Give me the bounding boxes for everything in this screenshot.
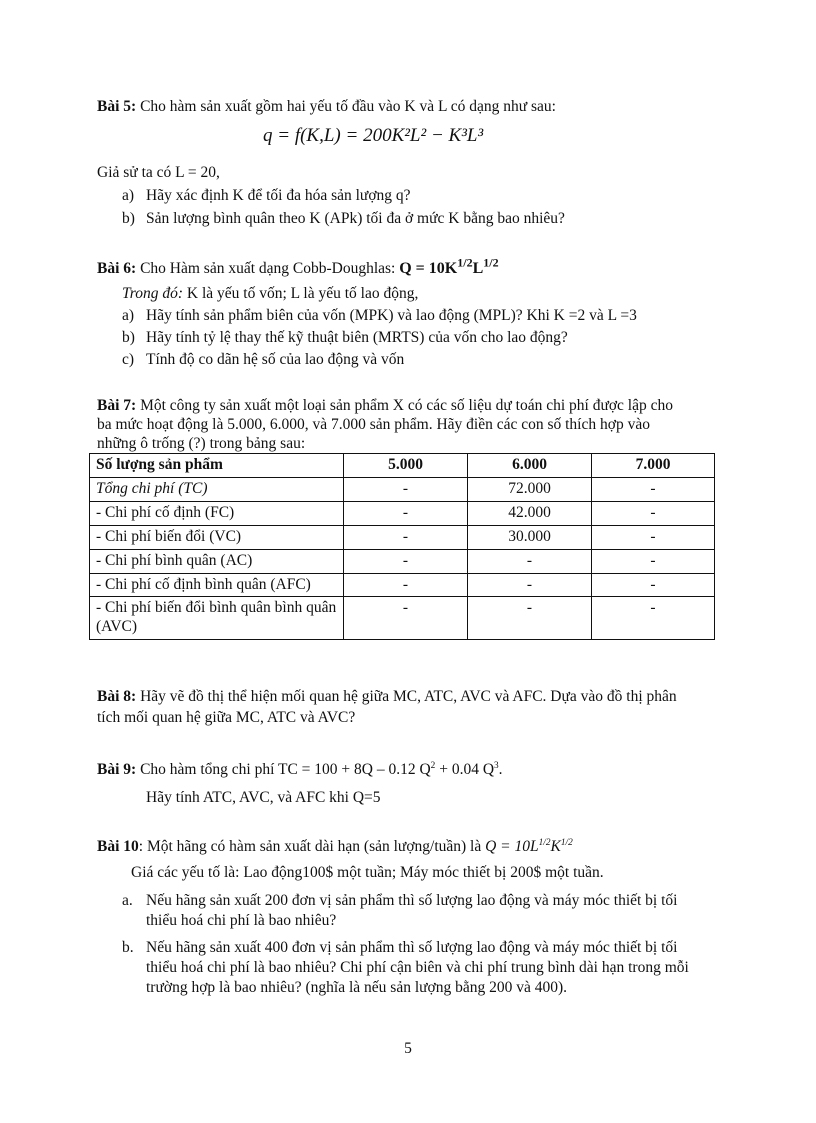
bai9-line1 — [97, 760, 503, 779]
bai9-sup1: 2 — [430, 760, 436, 771]
bai10-item-a-line2: thiểu hoá chi phí là bao nhiêu? — [146, 912, 337, 929]
table-cell: - — [344, 501, 468, 525]
bai6-trong-do-text: K là yếu tố vốn; L là yếu tố lao động, — [183, 285, 419, 302]
bai6-item-c-mark: c) — [122, 351, 135, 368]
bai7-label: Bài 7: — [97, 397, 137, 414]
table-cell: - — [344, 477, 468, 501]
bai10-exp1: 1/2 — [538, 837, 551, 848]
bai5-assumption: Giả sử ta có L = 20, — [97, 164, 220, 181]
bai5-intro: Cho hàm sản xuất gồm hai yếu tố đầu vào K và L có dạng như sau: — [136, 98, 556, 115]
table-cell-label: - Chi phí biến đổi (VC) — [90, 525, 344, 549]
table-cell-label: - Chi phí cố định (FC) — [90, 501, 344, 525]
table-cell: - — [344, 597, 468, 640]
cost-table-header: Số lượng sản phẩm — [90, 454, 344, 478]
cost-table-header: 6.000 — [468, 454, 592, 478]
table-cell: - — [468, 573, 592, 597]
table-cell-label: - Chi phí biến đổi bình quân bình quân (AVC) — [90, 597, 344, 640]
bai5-item-a: Hãy xác định K để tối đa hóa sản lượng q? — [146, 187, 411, 204]
cost-table-header: 7.000 — [592, 454, 715, 478]
bai6-formula-prefix: Q = 10K — [399, 260, 458, 277]
bai7-line2: ba mức hoạt động là 5.000, 6.000, và 7.000 sản phẩm. Hãy điền các con số thích hợp vào — [97, 416, 650, 433]
table-cell: - — [592, 525, 715, 549]
bai5-heading — [97, 97, 556, 116]
table-cell: - — [592, 477, 715, 501]
table-row — [90, 597, 715, 640]
table-cell: - — [468, 597, 592, 640]
bai6-heading — [97, 255, 499, 279]
cost-table — [89, 453, 715, 640]
bai8-line1 — [97, 687, 677, 706]
table-cell: - — [344, 525, 468, 549]
bai10-formula-a: Q = 10L — [485, 838, 539, 855]
bai10-heading — [97, 837, 573, 856]
table-cell-label: Tổng chi phí (TC) — [90, 477, 344, 501]
table-row — [90, 501, 715, 525]
table-cell: - — [468, 549, 592, 573]
table-row — [90, 573, 715, 597]
bai6-intro: Cho Hàm sản xuất dạng Cobb-Doughlas: — [136, 260, 400, 277]
bai6-item-a-mark: a) — [122, 307, 135, 324]
table-cell: - — [344, 573, 468, 597]
bai10-item-b-line2: thiểu hoá chi phí là bao nhiêu? Chi phí cận biên và chi phí trung bình dài hạn trong mỗi — [146, 959, 689, 976]
bai6-label: Bài 6: — [97, 260, 137, 277]
bai5-formula: q = f(K,L) = 200K²L² − K³L³ — [263, 125, 484, 146]
table-cell: 72.000 — [468, 477, 592, 501]
bai10-label: Bài 10 — [97, 838, 139, 855]
bai10-formula — [485, 838, 573, 855]
bai6-item-b-mark: b) — [122, 329, 135, 346]
bai9-text-b: + 0.04 Q — [435, 761, 495, 778]
bai7-line1-text: Một công ty sản xuất một loại sản phẩm X có các số liệu dự toán chi phí được lập cho — [136, 397, 673, 414]
bai6-trong-do-label: Trong đó: — [122, 285, 184, 302]
table-row — [90, 525, 715, 549]
bai8-line1-text: Hãy vẽ đồ thị thể hiện mối quan hệ giữa MC, ATC, AVC và AFC. Dựa vào đồ thị phân — [136, 688, 677, 705]
table-cell: - — [592, 597, 715, 640]
bai6-formula-mid: L — [472, 260, 484, 277]
bai6-formula-exp1: 1/2 — [457, 255, 473, 270]
table-cell: - — [592, 573, 715, 597]
bai6-trong-do — [122, 284, 418, 303]
bai9-label: Bài 9: — [97, 761, 137, 778]
table-cell-label: - Chi phí cố định bình quân (AFC) — [90, 573, 344, 597]
bai10-prices: Giá các yếu tố là: Lao động100$ một tuần; Máy móc thiết bị 200$ một tuần. — [131, 864, 604, 881]
bai5-item-b-mark: b) — [122, 210, 135, 227]
bai5-item-a-mark: a) — [122, 187, 135, 204]
bai5-label: Bài 5: — [97, 98, 137, 115]
table-cell-label: - Chi phí bình quân (AC) — [90, 549, 344, 573]
bai9-text-c: . — [498, 761, 503, 778]
bai6-item-c: Tính độ co dãn hệ số của lao động và vốn — [146, 351, 405, 368]
bai7-line3: những ô trống (?) trong bảng sau: — [97, 435, 306, 452]
bai8-label: Bài 8: — [97, 688, 137, 705]
bai5-item-b: Sản lượng bình quân theo K (APk) tối đa ở mức K bằng bao nhiêu? — [146, 210, 565, 227]
bai9-sup2: 3 — [494, 760, 499, 771]
table-cell: 42.000 — [468, 501, 592, 525]
table-cell: - — [592, 501, 715, 525]
table-cell: 30.000 — [468, 525, 592, 549]
bai9-line2: Hãy tính ATC, AVC, và AFC khi Q=5 — [146, 789, 381, 806]
bai6-formula — [399, 255, 499, 277]
table-cell: - — [344, 549, 468, 573]
cost-table-header-row — [90, 454, 715, 478]
bai10-item-b-line3: trường hợp là bao nhiêu? (nghĩa là nếu sản lượng bằng 200 và 400). — [146, 979, 568, 996]
bai10-item-a-line1: Nếu hãng sản xuất 200 đơn vị sản phẩm thì số lượng lao động và máy móc thiết bị tối — [146, 892, 678, 909]
bai9-text-a: Cho hàm tổng chi phí TC = 100 + 8Q – 0.12 Q — [136, 761, 431, 778]
page-number: 5 — [404, 1040, 412, 1057]
bai6-item-b: Hãy tính tỷ lệ thay thế kỹ thuật biên (MRTS) của vốn cho lao động? — [146, 329, 568, 346]
bai6-formula-exp2: 1/2 — [483, 255, 499, 270]
bai10-item-b-mark: b. — [122, 939, 134, 956]
bai7-line1 — [97, 396, 673, 415]
bai10-item-a-mark: a. — [122, 892, 133, 909]
bai6-item-a: Hãy tính sản phẩm biên của vốn (MPK) và lao động (MPL)? Khi K =2 và L =3 — [146, 307, 637, 324]
bai10-exp2: 1/2 — [560, 837, 573, 848]
bai8-line2: tích mối quan hệ giữa MC, ATC và AVC? — [97, 709, 356, 726]
bai10-formula-b: K — [550, 838, 561, 855]
table-cell: - — [592, 549, 715, 573]
bai10-item-b-line1: Nếu hãng sản xuất 400 đơn vị sản phẩm thì số lượng lao động và máy móc thiết bị tối — [146, 939, 678, 956]
bai10-intro: : Một hãng có hàm sản xuất dài hạn (sản lượng/tuần) là — [138, 838, 486, 855]
cost-table-header: 5.000 — [344, 454, 468, 478]
table-row — [90, 549, 715, 573]
table-row — [90, 477, 715, 501]
